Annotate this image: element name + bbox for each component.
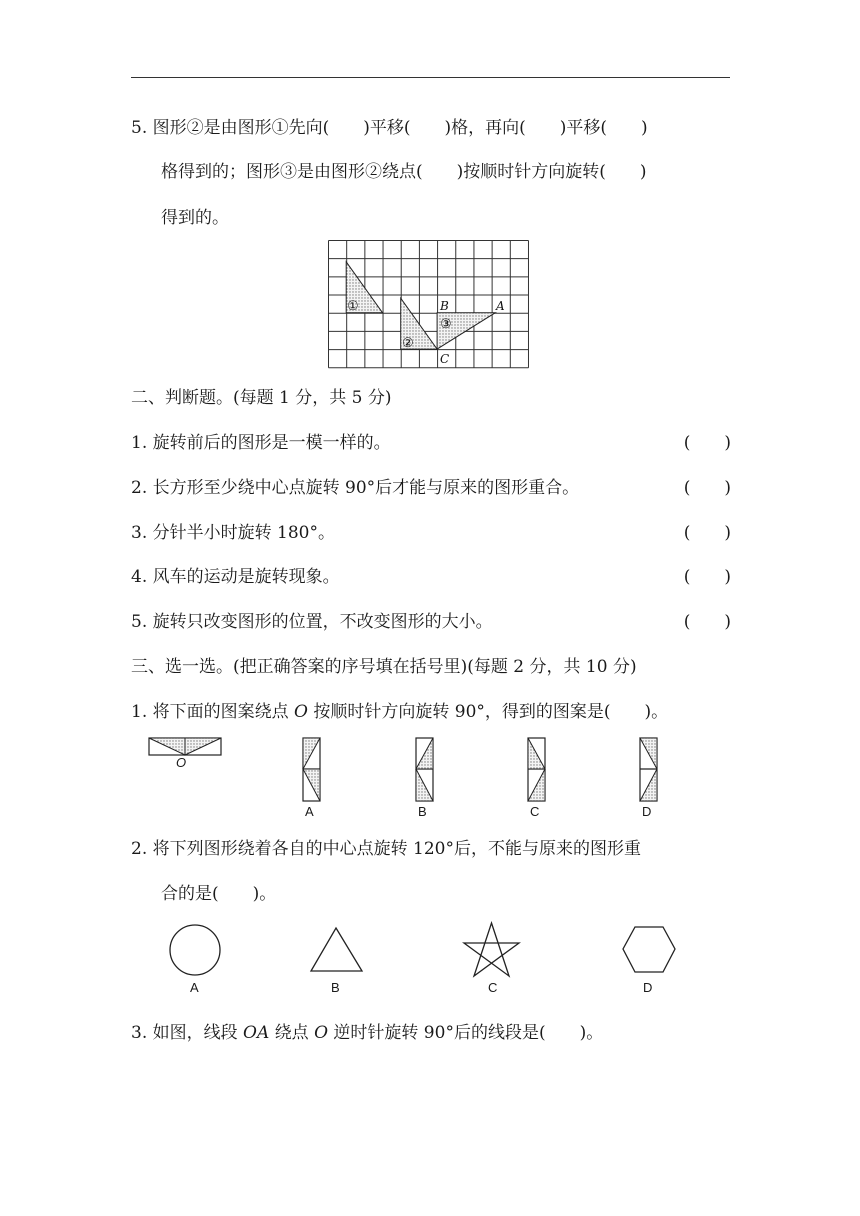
choice-q2-line-1: 2. 将下列图形绕着各自的中心点旋转 120°后，不能与原来的图形重 (131, 839, 641, 859)
label-point-A: A (496, 299, 505, 313)
q5-line-3: 得到的。 (161, 208, 229, 228)
judge-item-text: 4. 风车的运动是旋转现象。 (131, 567, 340, 587)
answer-paren[interactable]: ( ) (683, 523, 731, 543)
label-shape-3: ③ (440, 317, 452, 332)
choice-q1: 1. 将下面的图案绕点 O 按顺时针方向旋转 90°，得到的图案是( )。 (131, 702, 669, 722)
judge-item-text: 3. 分针半小时旋转 180°。 (131, 523, 335, 543)
q5-line-2: 格得到的；图形③是由图形②绕点( )按顺时针方向旋转( ) (161, 162, 647, 182)
q2-option-B-label[interactable]: B (331, 980, 340, 995)
label-point-C: C (440, 352, 450, 366)
judge-item-text: 1. 旋转前后的图形是一模一样的。 (131, 433, 391, 453)
judge-item-text: 5. 旋转只改变图形的位置，不改变图形的大小。 (131, 612, 493, 632)
q1-option-B-figure[interactable] (415, 737, 435, 803)
q1-option-C-figure[interactable] (527, 737, 547, 803)
q5-line-1: 5. 图形②是由图形①先向( )平移( )格，再向( )平移( ) (131, 118, 648, 138)
choice-q2-line-2: 合的是( )。 (161, 884, 277, 904)
q1-option-B-label[interactable]: B (418, 804, 427, 819)
answer-paren[interactable]: ( ) (683, 567, 731, 587)
judge-item-4 (131, 566, 731, 588)
judge-item-text: 2. 长方形至少绕中心点旋转 90°后才能与原来的图形重合。 (131, 478, 580, 498)
label-shape-1: ① (347, 299, 359, 314)
q1-option-D-label[interactable]: D (642, 804, 652, 819)
section3-heading: 三、选一选。(把正确答案的序号填在括号里)(每题 2 分，共 10 分) (131, 657, 637, 677)
label-point-B: B (440, 299, 449, 313)
label-shape-2: ② (402, 336, 414, 351)
q2-option-C-label[interactable]: C (488, 980, 498, 995)
choice-q3: 3. 如图，线段 OA 绕点 O 逆时针旋转 90°后的线段是( )。 (131, 1023, 604, 1043)
q1-option-D-figure[interactable] (639, 737, 659, 803)
q2-option-A-label[interactable]: A (190, 980, 199, 995)
q2-option-A-circle[interactable] (167, 924, 225, 978)
judge-item-1 (131, 432, 731, 454)
q2-option-D-label[interactable]: D (643, 980, 653, 995)
answer-paren[interactable]: ( ) (683, 478, 731, 498)
top-rule (131, 77, 730, 78)
judge-item-3 (131, 522, 731, 544)
q2-option-B-triangle[interactable] (309, 926, 365, 974)
judge-item-5 (131, 611, 731, 633)
answer-paren[interactable]: ( ) (683, 612, 731, 632)
q5-grid-figure (328, 240, 532, 371)
section2-heading: 二、判断题。(每题 1 分，共 5 分) (131, 388, 392, 408)
point-O-label: O (176, 755, 187, 770)
judge-item-2 (131, 477, 731, 499)
q2-option-C-star[interactable] (461, 921, 523, 979)
q2-option-D-hexagon[interactable] (621, 925, 677, 975)
answer-paren[interactable]: ( ) (683, 433, 731, 453)
q1-option-A-figure[interactable] (302, 737, 322, 803)
q1-option-A-label[interactable]: A (305, 804, 314, 819)
q1-option-C-label[interactable]: C (530, 804, 540, 819)
